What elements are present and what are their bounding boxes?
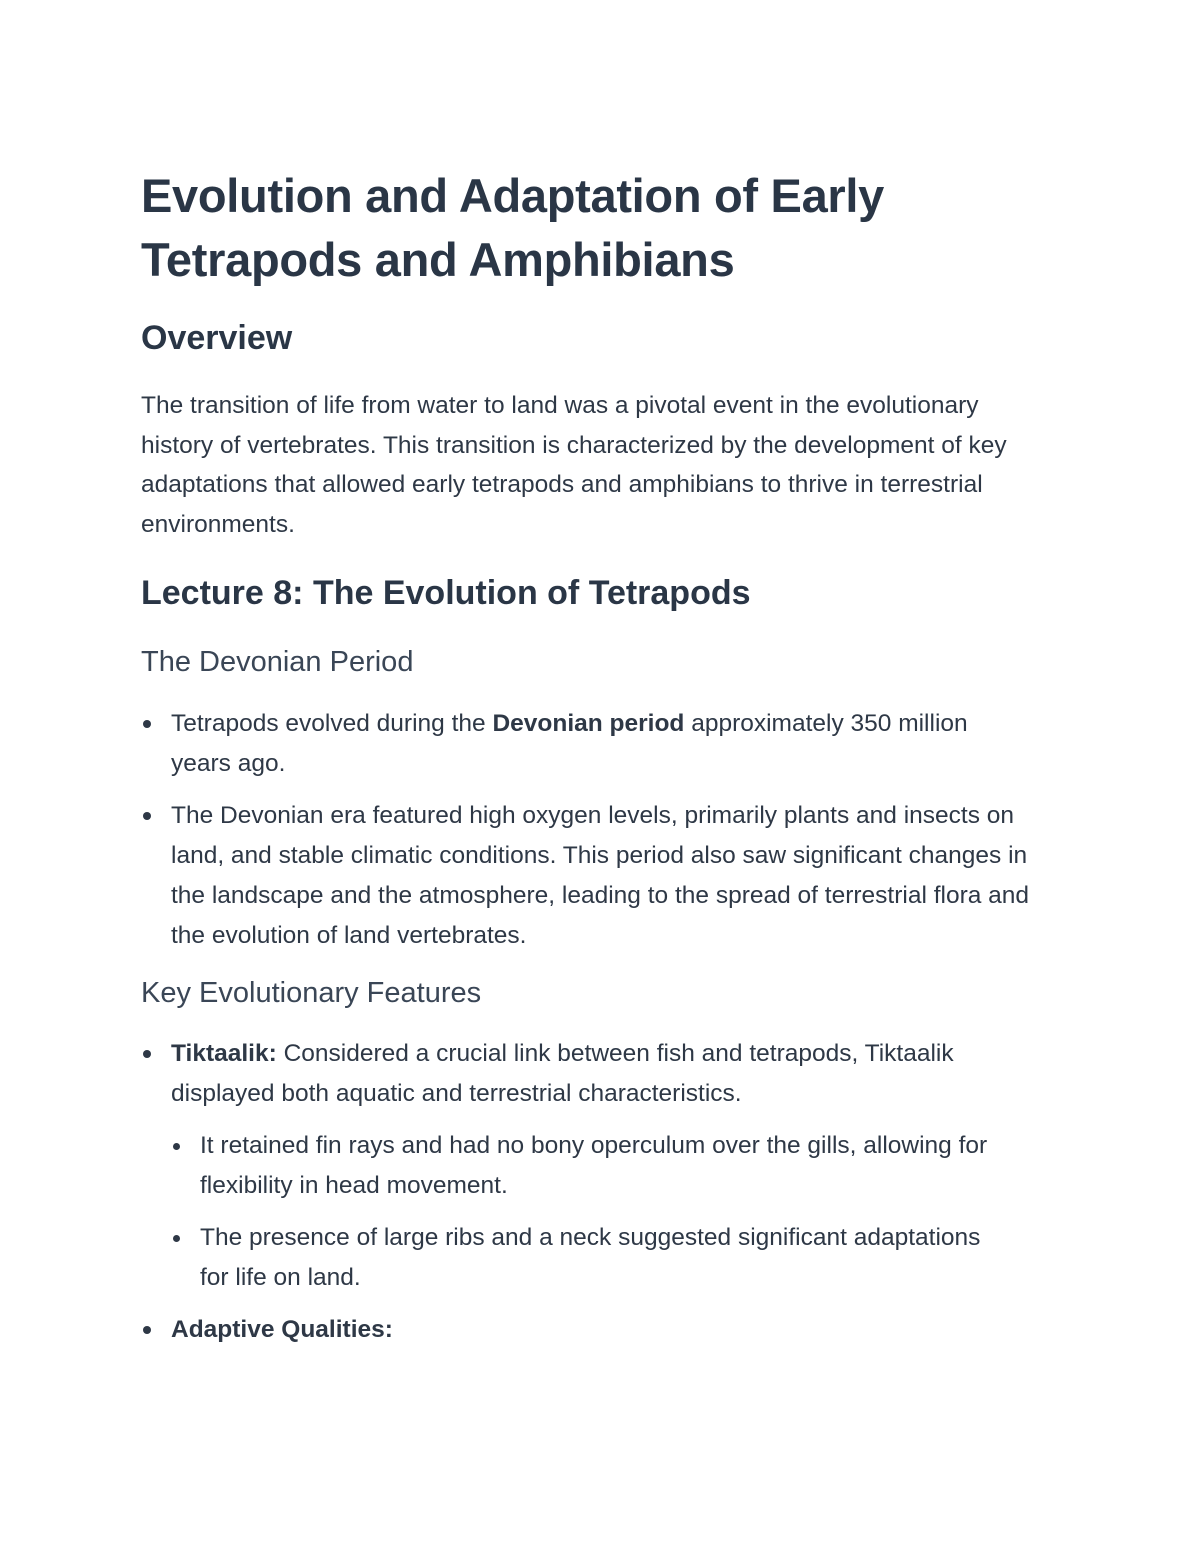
list-item-bold: Adaptive Qualities:: [171, 1316, 393, 1343]
document-title-text: Evolution and Adaptation of Early Tetrapods and Amphibians: [141, 169, 884, 286]
lecture-heading: Lecture 8: The Evolution of Tetrapods: [141, 574, 751, 612]
bullet-icon: [143, 720, 151, 728]
list-item: [141, 704, 1001, 784]
features-heading: Key Evolutionary Features: [141, 977, 482, 1009]
devonian-list: [141, 704, 1061, 956]
list-item-text: It retained fin rays and had no bony operculum over the gills, allowing for flexibility in head movement.: [200, 1132, 988, 1199]
list-item-text: approximately 350 million years ago.: [171, 710, 968, 777]
features-list: [141, 1034, 1061, 1350]
list-item-text: The Devonian era featured high oxygen levels, primarily plants and insects on land, and stable climatic conditions. This period also saw significant changes in the landscape and the atmosphere, leading to the spread of terrestrial flora and the evolution of land vertebrates.: [171, 802, 1030, 949]
bullet-icon: [143, 1326, 151, 1334]
list-item: [141, 1126, 1060, 1206]
document-title: [141, 164, 941, 292]
bullet-icon: [143, 812, 151, 820]
list-item: [141, 1310, 1061, 1350]
list-item-text: Considered a crucial link between fish and tetrapods, Tiktaalik displayed both aquatic and terrestrial characteristics.: [171, 1040, 954, 1107]
list-item: [141, 1034, 1061, 1114]
devonian-heading: The Devonian Period: [141, 646, 414, 678]
list-item: [141, 796, 1061, 956]
list-item: [141, 1218, 1000, 1298]
list-item-text: Tetrapods evolved during the: [171, 710, 493, 737]
overview-heading: Overview: [141, 319, 293, 357]
list-item-bold: Devonian period: [492, 710, 685, 737]
bullet-icon: [173, 1235, 180, 1242]
bullet-icon: [173, 1143, 180, 1150]
bullet-icon: [143, 1050, 151, 1058]
overview-paragraph: The transition of life from water to land was a pivotal event in the evolutionary history of vertebrates. This transition is characterized by the development of key adaptations that allowed early tetrapods and amphibians to thrive in terrestrial environments.: [141, 392, 1007, 538]
list-item-text: The presence of large ribs and a neck suggested significant adaptations for life on land.: [200, 1224, 981, 1291]
list-item-bold: Tiktaalik:: [171, 1040, 277, 1067]
